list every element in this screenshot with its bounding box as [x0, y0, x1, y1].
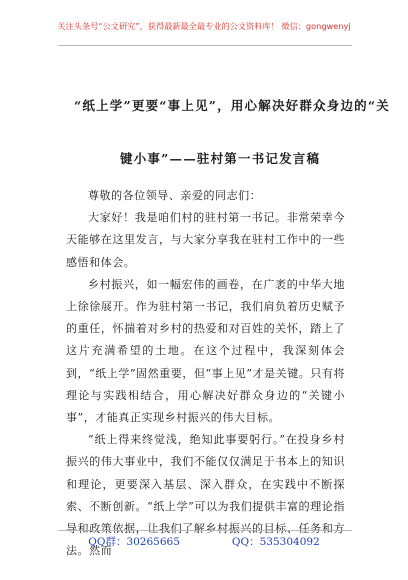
footer-qq-group: QQ群：30265665	[88, 536, 180, 548]
body-paragraph: “纸上得来终觉浅，绝知此事要躬行。”在投身乡村振兴的伟大事业中，我们不能仅仅满足于书本上的知识和理论，更要深入基层、深入群众，在实践中不断探索、不断创新。“纸上学”可以为我们提供丰富的理论指导和政策依据，让我们了解乡村振兴的目标、任务和方法。然而	[66, 433, 345, 558]
document-title-line-1: “纸上学”更要“事上见”，用心解决好群众身边的“关	[74, 98, 390, 113]
body-paragraph: 乡村振兴，如一幅宏伟的画卷，在广袤的中华大地上徐徐展开。作为驻村第一书记，我们肩负着历史赋予的重任，怀揣着对乡村的热爱和对百姓的关怀，踏上了这片充满希望的土地。在这个过程中，我深刻体会到，“纸上学”固然重要，但“事上见”才是关键。只有将理论与实践相结合，用心解决好群众身边的“关键小事”，才能真正实现乡村振兴的伟大目标。	[66, 277, 345, 425]
body-paragraph: 大家好！我是咱们村的驻村第一书记。非常荣幸今天能够在这里发言，与大家分享我在驻村工作中的一些感悟和体会。	[66, 211, 345, 269]
header-divider	[58, 45, 352, 46]
document-title-line-2: 键小事”——驻村第一书记发言稿	[120, 151, 321, 166]
salutation-paragraph: 尊敬的各位领导、亲爱的同志们：	[88, 189, 262, 202]
footer	[0, 534, 408, 549]
header-banner: 关注头条号“公文研究”，获得最新最全最专业的公文资料库！ 微信：gongwenyj	[57, 21, 351, 31]
footer-divider	[58, 530, 352, 531]
footer-qq: QQ：535304092	[231, 536, 320, 548]
document-body	[66, 185, 345, 562]
